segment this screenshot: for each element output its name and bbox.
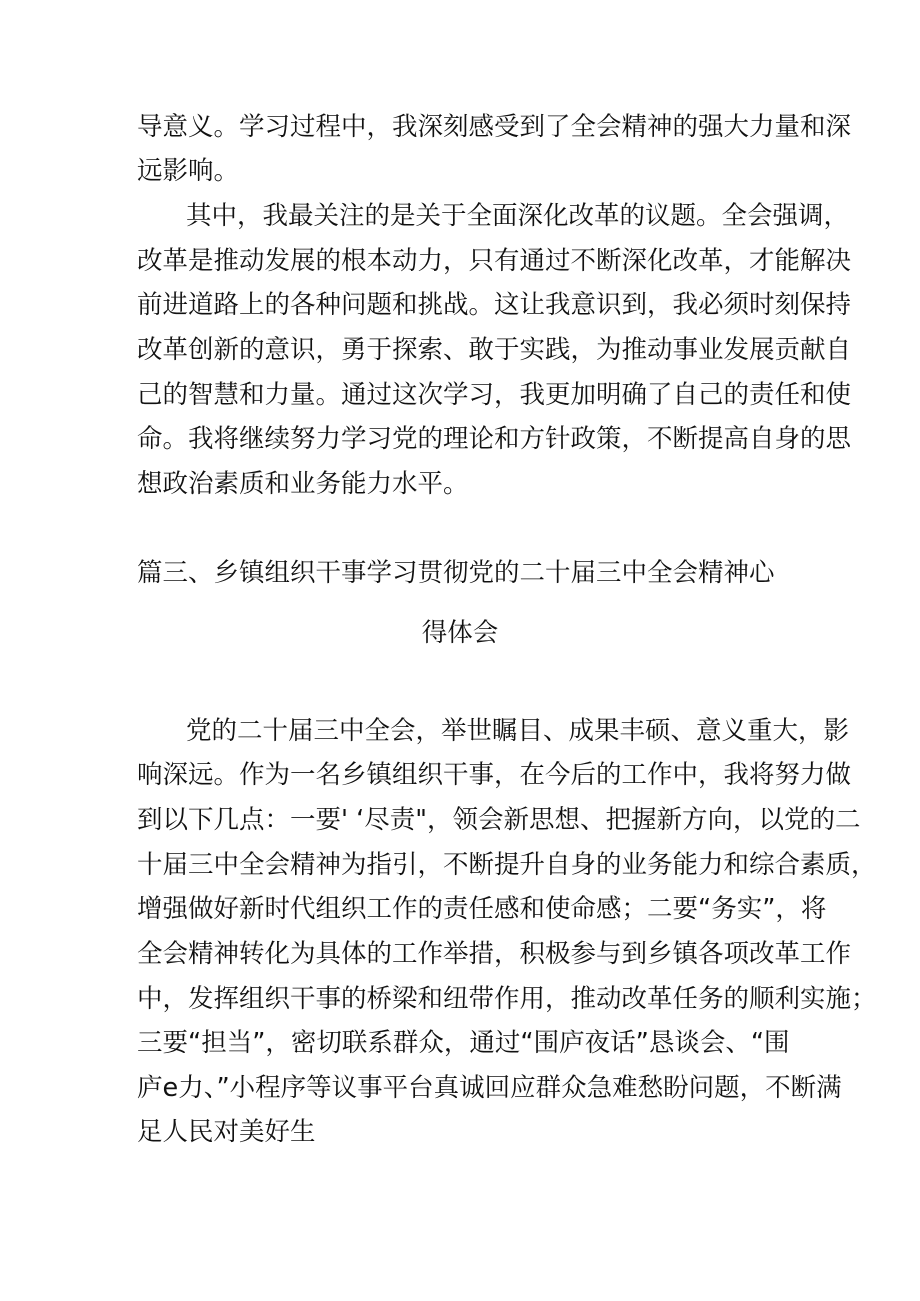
text-line: 增强做好新时代组织工作的责任感和使命感；二要“务实”，将	[137, 894, 827, 924]
paragraph-first-line: 党的二十届三中全会，举世瞩目、成果丰硕、意义重大，影	[186, 716, 850, 746]
text-line: 前进道路上的各种问题和挑战。这让我意识到，我必须时刻保持	[137, 290, 852, 320]
text-line: 改革创新的意识，勇于探索、敢于实践，为推动事业发展贡献自	[137, 335, 852, 365]
paragraph-first-line: 其中，我最关注的是关于全面深化改革的议题。全会强调，	[186, 201, 850, 231]
text-line: 到以下几点：一要' ‘尽责"，领会新思想、把握新方向，以党的二	[137, 805, 861, 835]
text-line: 远影响。	[137, 156, 240, 186]
text-line: 庐e力、”小程序等议事平台真诚回应群众急难愁盼问题，不断满	[137, 1073, 842, 1103]
text-line: 三要“担当”，密切联系群众，通过“围庐夜话”恳谈会、“围	[137, 1028, 790, 1058]
section-title: 篇三、乡镇组织干事学习贯彻党的二十届三中全会精神心	[137, 558, 775, 588]
text-line: 全会精神转化为具体的工作举措，积极参与到乡镇各项改革工作	[137, 939, 852, 969]
text-line: 改革是推动发展的根本动力，只有通过不断深化改革，才能解决	[137, 246, 852, 276]
section-title-continued: 得体会	[421, 618, 499, 648]
text-line: 十届三中全会精神为指引，不断提升自身的业务能力和综合素质，	[137, 850, 877, 880]
text-line: 命。我将继续努力学习党的理论和方针政策，不断提高自身的思	[137, 424, 852, 454]
text-line: 导意义。学习过程中，我深刻感受到了全会精神的强大力量和深	[137, 112, 852, 142]
text-line: 足人民对美好生	[137, 1117, 316, 1147]
text-line: 响深远。作为一名乡镇组织干事，在今后的工作中，我将努力做	[137, 760, 852, 790]
text-line: 己的智慧和力量。通过这次学习，我更加明确了自己的责任和使	[137, 380, 852, 410]
text-line: 想政治素质和业务能力水平。	[137, 469, 469, 499]
text-line: 中，发挥组织干事的桥梁和纽带作用，推动改革任务的顺利实施；	[137, 984, 877, 1014]
